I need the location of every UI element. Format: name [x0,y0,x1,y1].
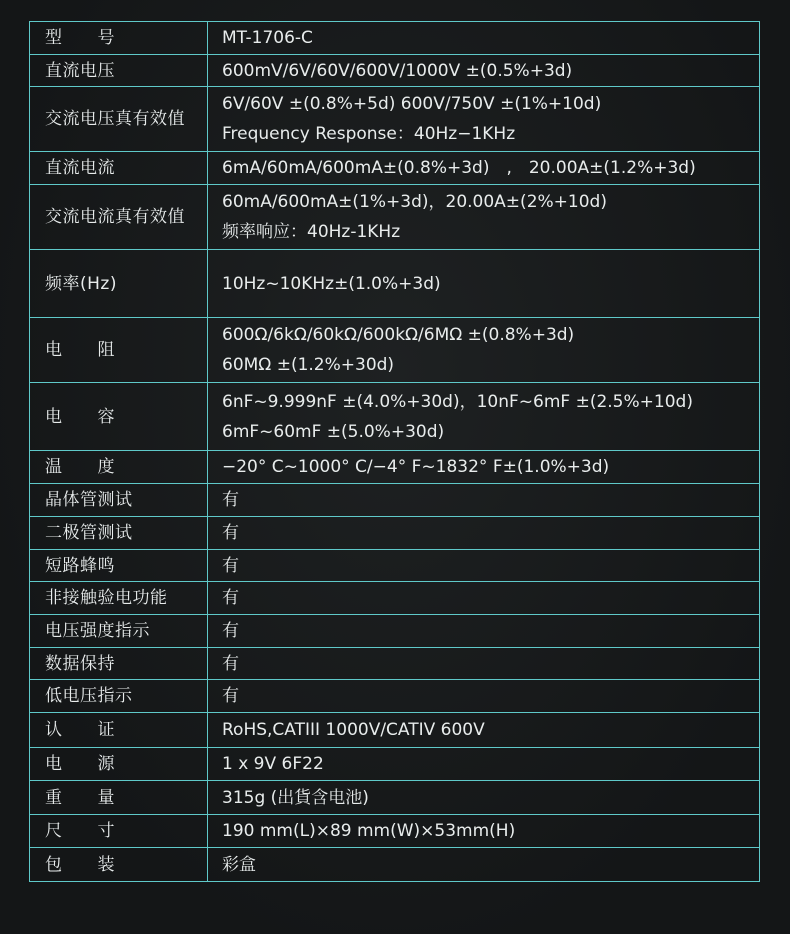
spec-label-cell [30,815,208,848]
spec-label: 二极管测试 [45,523,133,543]
spec-value-cell [208,318,760,383]
spec-row [30,781,760,815]
spec-value-cell [208,383,760,451]
spec-value-line: 6mF~60mF ±(5.0%+30d) [222,421,445,442]
spec-value-cell [208,185,760,250]
spec-value-line: 1 x 9V 6F22 [222,754,324,774]
spec-value-cell [208,517,760,550]
spec-label-cell [30,550,208,582]
spec-label: 交流电流真有效值 [45,207,185,227]
spec-value-cell [208,713,760,748]
spec-label: 电 源 [45,754,115,774]
spec-label: 非接触验电功能 [45,588,168,608]
spec-value-line: 6V/60V ±(0.8%+5d) 600V/750V ±(1%+10d) [222,94,602,114]
spec-row [30,250,760,318]
spec-label-cell [30,185,208,250]
spec-value-line: 频率响应：40Hz-1KHz [222,222,401,242]
spec-row [30,185,760,250]
spec-value-line: RoHS,CATIII 1000V/CATIV 600V [222,720,485,740]
spec-value-cell [208,152,760,185]
spec-label: 型 号 [45,28,115,48]
spec-value-line: 60mA/600mA±(1%+3d)，20.00A±(2%+10d) [222,192,607,212]
spec-value-cell [208,848,760,882]
spec-value-line: 有 [222,686,239,706]
spec-row [30,517,760,550]
spec-value-line: 有 [222,490,239,510]
spec-value-line: 10Hz~10KHz±(1.0%+3d) [222,273,441,294]
spec-row [30,680,760,713]
spec-label: 数据保持 [45,653,115,674]
spec-value-line: 60MΩ ±(1.2%+30d) [222,355,395,375]
spec-row [30,318,760,383]
spec-label-cell [30,848,208,882]
spec-label: 低电压指示 [45,686,133,706]
spec-row [30,848,760,882]
spec-label-cell [30,615,208,648]
spec-label: 尺 寸 [45,821,115,841]
spec-label: 电压强度指示 [45,621,150,641]
spec-label-cell [30,55,208,87]
spec-value-cell [208,250,760,318]
spec-label-cell [30,648,208,680]
spec-label: 温 度 [45,457,115,477]
spec-row [30,815,760,848]
spec-value-line: 有 [222,555,239,576]
spec-value-line: 600mV/6V/60V/600V/1000V ±(0.5%+3d) [222,60,573,81]
spec-table-body [30,22,760,882]
spec-label-cell [30,582,208,615]
spec-row [30,582,760,615]
spec-value-cell [208,451,760,484]
spec-value-cell [208,781,760,815]
spec-value-cell [208,87,760,152]
spec-value-line: 315g (出貨含电池) [222,787,369,808]
spec-value-line: 有 [222,588,239,608]
spec-row [30,550,760,582]
spec-row [30,22,760,55]
spec-label-cell [30,517,208,550]
spec-label-cell [30,451,208,484]
spec-label: 直流电压 [45,60,115,81]
spec-label-cell [30,87,208,152]
spec-row [30,484,760,517]
spec-value-cell [208,680,760,713]
spec-value-cell [208,484,760,517]
spec-value-line: 190 mm(L)×89 mm(W)×53mm(H) [222,821,516,841]
spec-label-cell [30,680,208,713]
spec-value-line: 有 [222,621,239,641]
spec-label: 频率(Hz) [45,273,117,294]
spec-label-cell [30,713,208,748]
spec-value-line: 6mA/60mA/600mA±(0.8%+3d) , 20.00A±(1.2%+3d) [222,158,696,178]
spec-row [30,451,760,484]
spec-label: 电 阻 [45,340,115,360]
spec-value-line: 彩盒 [222,854,256,875]
spec-value-line: 有 [222,653,239,674]
spec-table [29,21,760,882]
spec-row [30,383,760,451]
spec-row [30,615,760,648]
spec-value-cell [208,582,760,615]
spec-value-line: 600Ω/6kΩ/60kΩ/600kΩ/6MΩ ±(0.8%+3d) [222,325,575,345]
spec-label-cell [30,22,208,55]
spec-label: 晶体管测试 [45,490,133,510]
spec-label-cell [30,484,208,517]
spec-label-cell [30,152,208,185]
spec-value-cell [208,748,760,781]
spec-label-cell [30,250,208,318]
spec-label: 短路蜂鸣 [45,555,115,576]
spec-row [30,713,760,748]
spec-label-cell [30,781,208,815]
spec-label: 交流电压真有效值 [45,109,185,129]
spec-value-cell [208,55,760,87]
spec-value-cell [208,648,760,680]
spec-label-cell [30,318,208,383]
spec-label: 直流电流 [45,158,115,178]
spec-label-cell [30,383,208,451]
spec-label: 认 证 [45,720,115,740]
spec-value-line: MT-1706-C [222,28,313,48]
spec-value-cell [208,615,760,648]
spec-label: 电 容 [45,406,115,427]
spec-label: 包 装 [45,854,115,875]
spec-row [30,152,760,185]
spec-value-cell [208,815,760,848]
spec-label-cell [30,748,208,781]
spec-label: 重 量 [45,787,115,808]
spec-value-cell [208,550,760,582]
spec-row [30,648,760,680]
spec-value-line: −20° C~1000° C/−4° F~1832° F±(1.0%+3d) [222,457,610,477]
spec-value-line: Frequency Response：40Hz−1KHz [222,124,516,144]
spec-row [30,55,760,87]
spec-value-line: 有 [222,523,239,543]
spec-value-cell [208,22,760,55]
spec-row [30,748,760,781]
spec-value-line: 6nF~9.999nF ±(4.0%+30d)，10nF~6mF ±(2.5%+10d) [222,391,693,412]
spec-row [30,87,760,152]
